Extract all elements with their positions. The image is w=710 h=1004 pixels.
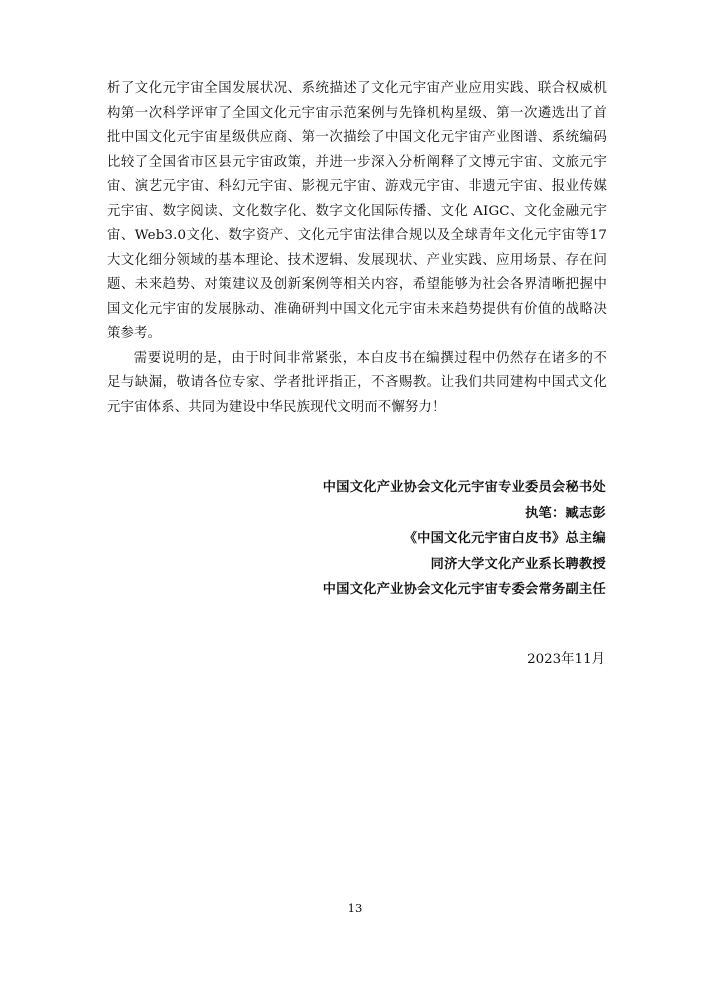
page-number: 13 (347, 901, 363, 915)
body-paragraph-1: 析了文化元宇宙全国发展状况、系统描述了文化元宇宙产业应用实践、联合权威机构第一次科学评审了全国文化元宇宙示范案例与先锋机构星级、第一次遴选出了首批中国文化元宇宙星级供应商、第一次描绘了中国文化元宇宙产业图谱、系统编码比较了全国省市区县元宇宙政策，并进一步深入分析阐释了文博元宇宙、文旅元宇宙、演艺元宇宙、科幻元宇宙、影视元宇宙、游戏元宇宙、非遗元宇宙、报业传媒元宇宙、数字阅读、文化数字化、数字文化国际传播、文化 AIGC、文化金融元宇宙、Web3.0文化、数字资产、文化元宇宙法律合规以及全球青年文化元宇宙等17大文化细分领域的基本理论、技术逻辑、发展现状、产业实践、应用场景、存在问题、未来趋势、对策建议及创新案例等相关内容，希望能够为社会各界清晰把握中国文化元宇宙的发展脉动、准确研判中国文化元宇宙未来趋势提供有价值的战略决策参考。 (107, 81, 607, 341)
signature-role-editor: 《中国文化元宇宙白皮书》总主编 (403, 531, 606, 547)
body-paragraph-2: 需要说明的是，由于时间非常紧张，本白皮书在编撰过程中仍然存在诸多的不足与缺漏，敬请各位专家、学者批评指正，不吝赐教。让我们共同建构中国式文化元宇宙体系、共同为建设中华民族现代文明而不懈努力！ (107, 350, 607, 415)
signature-role-professor: 同济大学文化产业系长聘教授 (430, 556, 606, 572)
signature-organization: 中国文化产业协会文化元宇宙专业委员会秘书处 (322, 480, 606, 495)
document-body (107, 77, 607, 420)
signature-block (186, 475, 606, 603)
document-date: 2023年11月 (527, 652, 605, 667)
signature-role-deputy-director: 中国文化产业协会文化元宇宙专委会常务副主任 (322, 582, 606, 598)
signature-author: 执笔：臧志彭 (525, 505, 606, 521)
